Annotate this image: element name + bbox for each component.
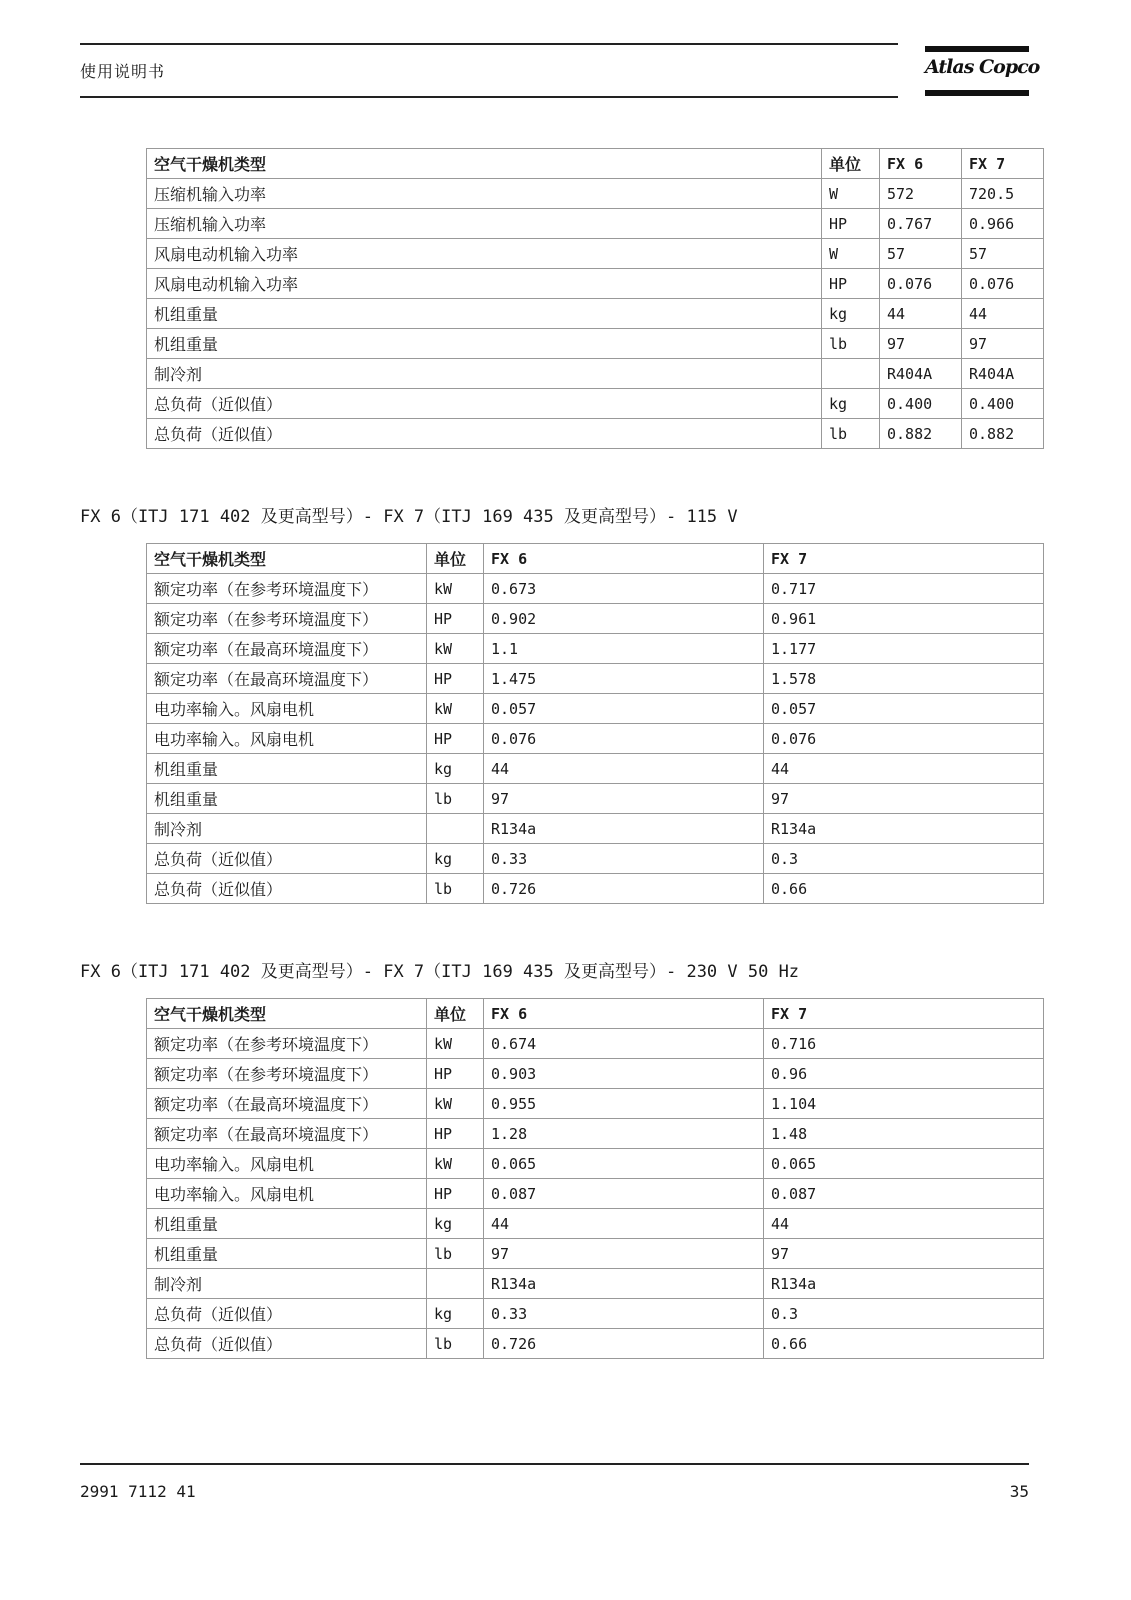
table-header-row [147, 149, 1044, 179]
row-unit [822, 359, 880, 389]
row-label: 额定功率（在参考环境温度下） [147, 1059, 427, 1089]
row-unit: kg [427, 844, 484, 874]
row-value-fx6: 44 [484, 1209, 764, 1239]
column-header-fx7: FX 7 [962, 149, 1044, 179]
column-header-fx7: FX 7 [764, 999, 1044, 1029]
section-title-115v: FX 6（ITJ 171 402 及更高型号）- FX 7（ITJ 169 435 及更高型号）- 115 V [80, 507, 738, 527]
table-row [147, 1179, 1044, 1209]
row-label: 总负荷（近似值） [147, 419, 822, 449]
row-unit: kW [427, 1089, 484, 1119]
row-unit: HP [427, 724, 484, 754]
table-row [147, 1089, 1044, 1119]
column-header-fx6: FX 6 [484, 544, 764, 574]
spec-table-1-body [147, 179, 1044, 449]
row-unit: kW [427, 634, 484, 664]
row-unit: lb [427, 1239, 484, 1269]
row-value-fx7: 0.966 [962, 209, 1044, 239]
row-unit: HP [427, 664, 484, 694]
row-value-fx7: 0.961 [764, 604, 1044, 634]
row-value-fx7: 57 [962, 239, 1044, 269]
row-label: 风扇电动机输入功率 [147, 239, 822, 269]
section-title-230v: FX 6（ITJ 171 402 及更高型号）- FX 7（ITJ 169 435 及更高型号）- 230 V 50 Hz [80, 962, 800, 982]
row-value-fx6: 44 [880, 299, 962, 329]
row-unit: HP [427, 1059, 484, 1089]
row-label: 机组重量 [147, 329, 822, 359]
row-label: 总负荷（近似值） [147, 389, 822, 419]
row-unit: lb [822, 419, 880, 449]
row-value-fx6: 0.903 [484, 1059, 764, 1089]
row-value-fx6: 0.902 [484, 604, 764, 634]
row-label: 制冷剂 [147, 1269, 427, 1299]
row-value-fx7: 0.96 [764, 1059, 1044, 1089]
row-value-fx7: 1.104 [764, 1089, 1044, 1119]
table-row [147, 574, 1044, 604]
column-header-fx7: FX 7 [764, 544, 1044, 574]
row-value-fx7: 0.065 [764, 1149, 1044, 1179]
row-value-fx6: 0.087 [484, 1179, 764, 1209]
row-value-fx6: 0.767 [880, 209, 962, 239]
row-unit: kg [822, 299, 880, 329]
row-value-fx6: 97 [484, 1239, 764, 1269]
row-unit: kg [427, 1299, 484, 1329]
row-value-fx6: 0.726 [484, 874, 764, 904]
row-label: 电功率输入。风扇电机 [147, 1179, 427, 1209]
logo-bottom-bar [925, 90, 1029, 96]
table-row [147, 754, 1044, 784]
row-label: 额定功率（在参考环境温度下） [147, 574, 427, 604]
row-value-fx7: 44 [764, 1209, 1044, 1239]
row-value-fx6: 0.726 [484, 1329, 764, 1359]
logo-text: Atlas Copco [925, 56, 1040, 78]
row-value-fx7: 0.882 [962, 419, 1044, 449]
row-value-fx7: 1.48 [764, 1119, 1044, 1149]
row-value-fx6: 0.065 [484, 1149, 764, 1179]
table-row [147, 1209, 1044, 1239]
table-row [147, 179, 1044, 209]
footer-rule [80, 1463, 1029, 1465]
row-unit: W [822, 179, 880, 209]
column-header-fx6: FX 6 [880, 149, 962, 179]
row-label: 总负荷（近似值） [147, 874, 427, 904]
row-unit: lb [822, 329, 880, 359]
table-header-row [147, 999, 1044, 1029]
row-label: 总负荷（近似值） [147, 844, 427, 874]
row-value-fx6: R134a [484, 814, 764, 844]
row-value-fx7: 0.3 [764, 844, 1044, 874]
table-row [147, 724, 1044, 754]
row-unit: HP [427, 1179, 484, 1209]
row-unit: kg [822, 389, 880, 419]
row-label: 额定功率（在参考环境温度下） [147, 604, 427, 634]
table-row [147, 329, 1044, 359]
row-unit: kg [427, 1209, 484, 1239]
table-row [147, 1299, 1044, 1329]
row-value-fx7: R134a [764, 814, 1044, 844]
row-value-fx6: 0.076 [484, 724, 764, 754]
row-value-fx7: 44 [764, 754, 1044, 784]
row-label: 电功率输入。风扇电机 [147, 1149, 427, 1179]
column-header-unit: 单位 [427, 999, 484, 1029]
row-unit: lb [427, 784, 484, 814]
row-label: 机组重量 [147, 1239, 427, 1269]
row-value-fx6: 1.28 [484, 1119, 764, 1149]
row-value-fx7: 97 [764, 784, 1044, 814]
row-unit: W [822, 239, 880, 269]
table-row [147, 874, 1044, 904]
row-value-fx7: 0.057 [764, 694, 1044, 724]
atlas-copco-logo [925, 46, 1040, 100]
table-row [147, 389, 1044, 419]
column-header-unit: 单位 [427, 544, 484, 574]
table-row [147, 634, 1044, 664]
column-header-type: 空气干燥机类型 [147, 149, 822, 179]
row-label: 电功率输入。风扇电机 [147, 724, 427, 754]
table-row [147, 419, 1044, 449]
row-label: 机组重量 [147, 784, 427, 814]
table-row [147, 239, 1044, 269]
row-value-fx6: 97 [484, 784, 764, 814]
page-number: 35 [1009, 1482, 1029, 1501]
table-header-row [147, 544, 1044, 574]
column-header-fx6: FX 6 [484, 999, 764, 1029]
row-unit: HP [427, 1119, 484, 1149]
row-label: 制冷剂 [147, 359, 822, 389]
row-unit: HP [822, 269, 880, 299]
row-value-fx6: 572 [880, 179, 962, 209]
row-unit [427, 814, 484, 844]
spec-table-3 [146, 998, 1044, 1359]
row-unit: kW [427, 694, 484, 724]
row-value-fx7: R404A [962, 359, 1044, 389]
row-label: 机组重量 [147, 754, 427, 784]
row-value-fx7: 0.716 [764, 1029, 1044, 1059]
row-label: 总负荷（近似值） [147, 1299, 427, 1329]
column-header-type: 空气干燥机类型 [147, 999, 427, 1029]
row-value-fx7: 0.076 [764, 724, 1044, 754]
spec-table-2 [146, 543, 1044, 904]
table-row [147, 1029, 1044, 1059]
column-header-unit: 单位 [822, 149, 880, 179]
row-label: 额定功率（在最高环境温度下） [147, 634, 427, 664]
row-value-fx6: 0.33 [484, 1299, 764, 1329]
table-row [147, 844, 1044, 874]
row-value-fx7: 0.076 [962, 269, 1044, 299]
row-label: 电功率输入。风扇电机 [147, 694, 427, 724]
row-unit: lb [427, 1329, 484, 1359]
table-row [147, 604, 1044, 634]
row-value-fx7: 0.400 [962, 389, 1044, 419]
row-label: 总负荷（近似值） [147, 1329, 427, 1359]
table-row [147, 664, 1044, 694]
row-label: 额定功率（在最高环境温度下） [147, 1119, 427, 1149]
row-unit: lb [427, 874, 484, 904]
row-value-fx6: 57 [880, 239, 962, 269]
row-value-fx6: R404A [880, 359, 962, 389]
table-row [147, 1329, 1044, 1359]
row-value-fx6: 0.674 [484, 1029, 764, 1059]
row-value-fx7: 720.5 [962, 179, 1044, 209]
row-value-fx6: 97 [880, 329, 962, 359]
row-label: 机组重量 [147, 1209, 427, 1239]
row-value-fx6: 0.33 [484, 844, 764, 874]
table-row [147, 694, 1044, 724]
row-value-fx7: 0.087 [764, 1179, 1044, 1209]
row-value-fx7: 0.66 [764, 1329, 1044, 1359]
table-row [147, 814, 1044, 844]
row-value-fx6: R134a [484, 1269, 764, 1299]
row-value-fx7: 1.177 [764, 634, 1044, 664]
row-value-fx6: 0.882 [880, 419, 962, 449]
row-value-fx6: 1.475 [484, 664, 764, 694]
header-title: 使用说明书 [80, 62, 166, 81]
row-value-fx6: 44 [484, 754, 764, 784]
row-value-fx6: 0.400 [880, 389, 962, 419]
row-label: 压缩机输入功率 [147, 209, 822, 239]
row-value-fx7: 1.578 [764, 664, 1044, 694]
row-value-fx7: 0.3 [764, 1299, 1044, 1329]
row-unit: HP [427, 604, 484, 634]
row-value-fx7: 0.717 [764, 574, 1044, 604]
table-row [147, 1239, 1044, 1269]
row-unit: HP [822, 209, 880, 239]
row-unit: kW [427, 1029, 484, 1059]
table-row [147, 1119, 1044, 1149]
row-value-fx7: 44 [962, 299, 1044, 329]
row-value-fx7: 97 [962, 329, 1044, 359]
row-value-fx6: 0.057 [484, 694, 764, 724]
row-value-fx6: 0.076 [880, 269, 962, 299]
row-label: 压缩机输入功率 [147, 179, 822, 209]
spec-table-2-body [147, 574, 1044, 904]
row-label: 风扇电动机输入功率 [147, 269, 822, 299]
row-label: 制冷剂 [147, 814, 427, 844]
table-row [147, 269, 1044, 299]
table-row [147, 1269, 1044, 1299]
table-row [147, 784, 1044, 814]
row-unit: kW [427, 574, 484, 604]
row-value-fx6: 0.673 [484, 574, 764, 604]
row-label: 额定功率（在最高环境温度下） [147, 664, 427, 694]
spec-table-1 [146, 148, 1044, 449]
header-bottom-rule [80, 96, 898, 98]
row-label: 额定功率（在最高环境温度下） [147, 1089, 427, 1119]
table-row [147, 1059, 1044, 1089]
row-value-fx7: 0.66 [764, 874, 1044, 904]
table-row [147, 1149, 1044, 1179]
row-value-fx7: 97 [764, 1239, 1044, 1269]
row-label: 额定功率（在参考环境温度下） [147, 1029, 427, 1059]
row-unit [427, 1269, 484, 1299]
spec-table-3-body [147, 1029, 1044, 1359]
logo-top-bar [925, 46, 1029, 52]
row-label: 机组重量 [147, 299, 822, 329]
row-unit: kg [427, 754, 484, 784]
row-unit: kW [427, 1149, 484, 1179]
table-row [147, 299, 1044, 329]
column-header-type: 空气干燥机类型 [147, 544, 427, 574]
table-row [147, 209, 1044, 239]
header-top-rule [80, 43, 898, 45]
row-value-fx6: 1.1 [484, 634, 764, 664]
row-value-fx6: 0.955 [484, 1089, 764, 1119]
document-number: 2991 7112 41 [80, 1482, 196, 1501]
table-row [147, 359, 1044, 389]
row-value-fx7: R134a [764, 1269, 1044, 1299]
